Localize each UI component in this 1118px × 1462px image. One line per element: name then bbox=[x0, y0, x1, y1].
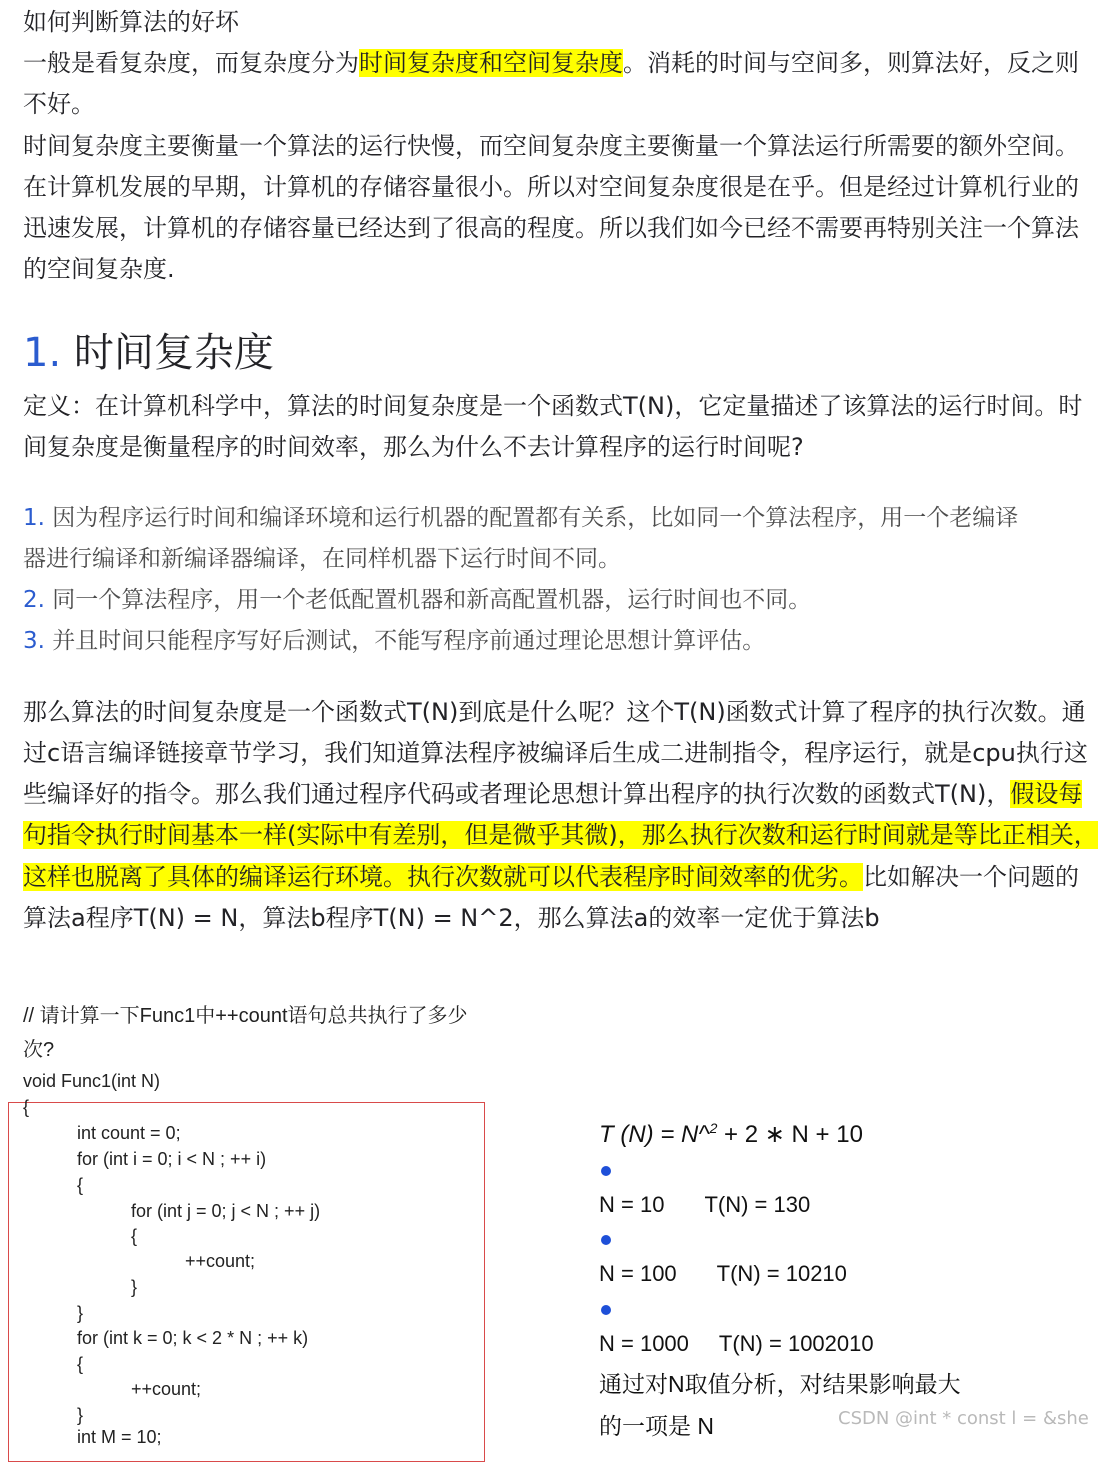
list-text: 同一个算法程序，用一个老低配置机器和新高配置机器，运行时间也不同。 bbox=[52, 587, 812, 613]
heading-text: 时间复杂度 bbox=[73, 330, 274, 376]
paragraph-line: 在计算机发展的早期，计算机的存储容量很小。所以对空间复杂度很是在乎。但是经过计算机行业的 bbox=[23, 173, 1079, 201]
paragraph-line: 算法a程序T(N) = N，算法b程序T(N) = N^2，那么算法a的效率一定优于算法b bbox=[23, 904, 880, 932]
text-run: 一般是看复杂度，而复杂度分为 bbox=[23, 49, 359, 77]
analysis-note: 通过对N取值分析，对结果影响最大 bbox=[599, 1371, 961, 1397]
code-comment: // 请计算一下Func1中++count语句总共执行了多少 bbox=[23, 1005, 468, 1027]
list-number: 3. bbox=[23, 628, 45, 654]
list-item bbox=[23, 498, 1018, 539]
section-intro-title: 如何判断算法的好坏 bbox=[23, 8, 239, 36]
paragraph-line: 间复杂度是衡量程序的时间效率，那么为什么不去计算程序的运行时间呢? bbox=[23, 433, 804, 461]
code-line: for (int k = 0; k < 2 * N ; ++ k) bbox=[77, 1328, 309, 1348]
heading-number: 1. bbox=[23, 330, 62, 376]
list-number: 2. bbox=[23, 587, 45, 613]
code-line: { bbox=[131, 1226, 138, 1246]
n-value: N = 10 bbox=[599, 1192, 665, 1217]
list-item-continuation: 器进行编译和新编译器编译，在同样机器下运行时间不同。 bbox=[23, 546, 621, 572]
code-line: { bbox=[23, 1097, 30, 1117]
text-run: 些编译好的指令。那么我们通过程序代码或者理论思想计算出程序的执行次数的函数式T(N)， bbox=[23, 780, 1011, 808]
code-line: for (int i = 0; i < N ; ++ i) bbox=[77, 1149, 267, 1169]
code-line: void Func1(int N) bbox=[23, 1071, 161, 1091]
list-item bbox=[23, 621, 765, 662]
highlighted-text: 假设每 bbox=[1010, 780, 1083, 808]
value-row bbox=[599, 1192, 810, 1218]
paragraph-line: 那么算法的时间复杂度是一个函数式T(N)到底是什么呢？这个T(N)函数式计算了程序的执行次数。通 bbox=[23, 698, 1086, 726]
csdn-watermark: CSDN @int * const l = &she bbox=[838, 1408, 1089, 1429]
formula-part: T (N) = N^ bbox=[599, 1121, 710, 1148]
code-line: } bbox=[77, 1405, 84, 1425]
t-value: T(N) = 1002010 bbox=[718, 1331, 874, 1356]
list-text: 因为程序运行时间和编译环境和运行机器的配置都有关系，比如同一个算法程序，用一个老编译 bbox=[52, 505, 1019, 531]
bullet-icon bbox=[601, 1305, 611, 1315]
list-number: 1. bbox=[23, 505, 45, 531]
code-line: { bbox=[77, 1354, 84, 1374]
paragraph-line bbox=[23, 774, 1082, 815]
paragraph-line: 时间复杂度主要衡量一个算法的运行快慢，而空间复杂度主要衡量一个算法运行所需要的额外空间。 bbox=[23, 132, 1079, 160]
value-row bbox=[599, 1261, 847, 1287]
code-line: { bbox=[77, 1175, 84, 1195]
highlighted-text: 句指令执行时间基本一样(实际中有差别，但是微乎其微)，那么执行次数和运行时间就是等比正相关， bbox=[23, 821, 1098, 849]
paragraph-line bbox=[23, 43, 1079, 84]
list-item bbox=[23, 580, 811, 621]
analysis-note: 的一项是 N bbox=[599, 1413, 714, 1439]
bullet-icon bbox=[601, 1166, 611, 1176]
code-line: ++count; bbox=[131, 1379, 202, 1399]
n-value: N = 1000 bbox=[599, 1331, 689, 1356]
code-line: } bbox=[131, 1277, 138, 1297]
code-line: for (int j = 0; j < N ; ++ j) bbox=[131, 1201, 321, 1221]
complexity-formula bbox=[599, 1120, 863, 1149]
n-value: N = 100 bbox=[599, 1261, 677, 1286]
t-value: T(N) = 130 bbox=[704, 1192, 811, 1217]
highlighted-text: 时间复杂度和空间复杂度 bbox=[359, 49, 623, 77]
code-line: } bbox=[77, 1303, 84, 1323]
bullet-icon bbox=[601, 1235, 611, 1245]
t-value: T(N) = 10210 bbox=[716, 1261, 847, 1286]
paragraph-line: 不好。 bbox=[23, 90, 95, 118]
paragraph-line: 迅速发展，计算机的存储容量已经达到了很高的程度。所以我们如今已经不需要再特别关注一个算法 bbox=[23, 214, 1079, 242]
text-run: 。消耗的时间与空间多，则算法好，反之则 bbox=[623, 49, 1079, 77]
code-comment-cont: 次? bbox=[23, 1039, 55, 1061]
paragraph-line: 过c语言编译链接章节学习，我们知道算法程序被编译后生成二进制指令，程序运行，就是cpu执行这 bbox=[23, 739, 1088, 767]
code-line: int count = 0; bbox=[77, 1123, 181, 1143]
paragraph-line bbox=[23, 815, 1098, 856]
paragraph-line: 的空间复杂度. bbox=[23, 255, 175, 283]
heading-time-complexity bbox=[23, 326, 274, 380]
value-row bbox=[599, 1331, 874, 1357]
code-line: int M = 10; bbox=[77, 1427, 162, 1447]
formula-exponent: 2 bbox=[709, 1120, 718, 1136]
list-text: 并且时间只能程序写好后测试，不能写程序前通过理论思想计算评估。 bbox=[52, 628, 766, 654]
formula-part: + 2 ∗ N + 10 bbox=[717, 1121, 863, 1148]
paragraph-line: 定义：在计算机科学中，算法的时间复杂度是一个函数式T(N)，它定量描述了该算法的运行时间。时 bbox=[23, 392, 1083, 420]
highlighted-text: 这样也脱离了具体的编译运行环境。执行次数就可以代表程序时间效率的优劣。 bbox=[23, 863, 863, 891]
code-line: ++count; bbox=[185, 1251, 256, 1271]
text-run: 比如解决一个问题的 bbox=[863, 863, 1079, 891]
paragraph-line bbox=[23, 857, 1079, 898]
